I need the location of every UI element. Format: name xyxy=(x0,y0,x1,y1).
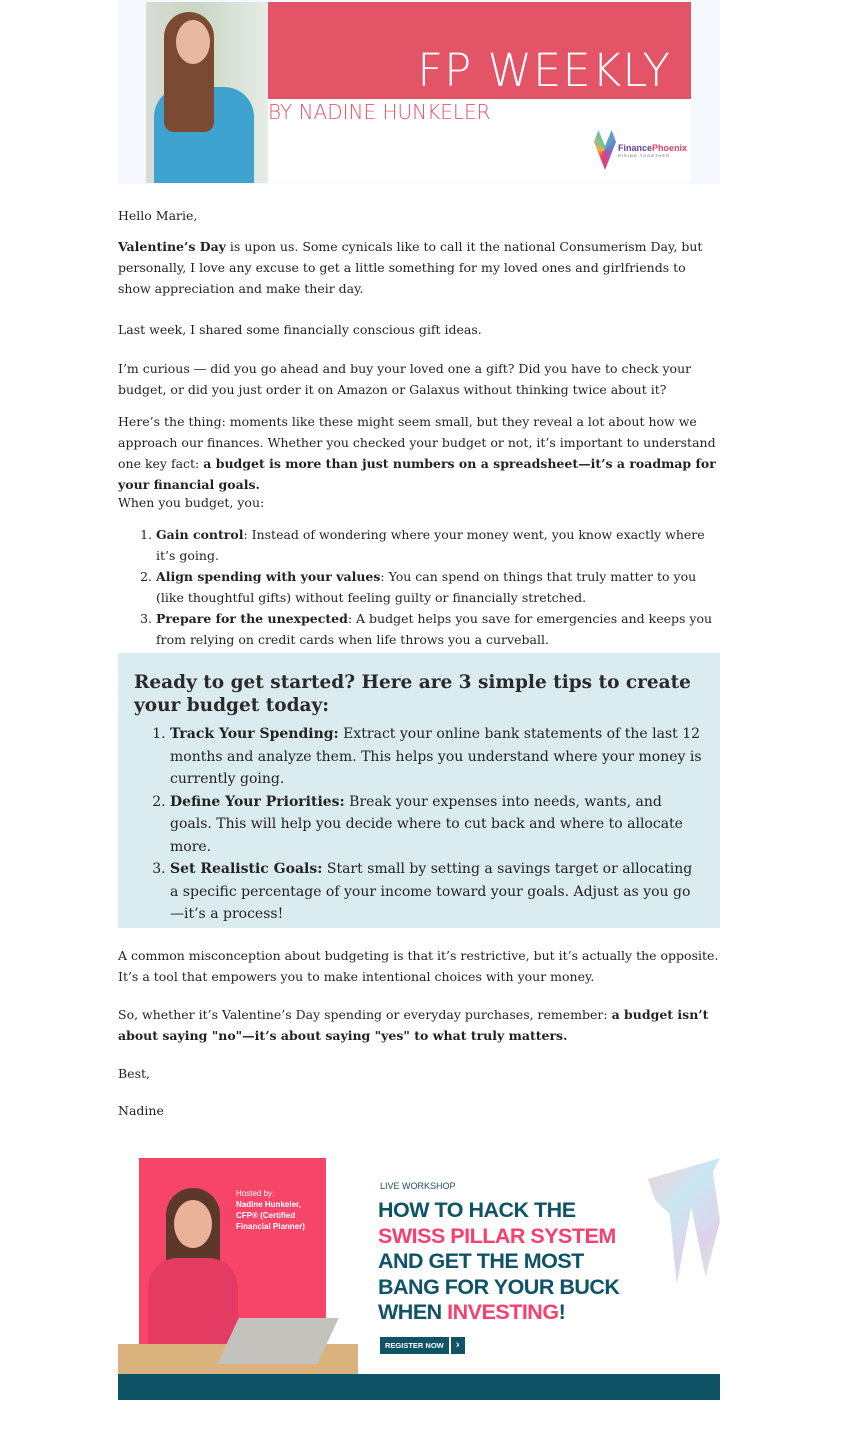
list-item: 3. Prepare for the unexpected: A budget helps you save for emergencies and keeps you from relying on credit cards when life throws you a curveball. xyxy=(156,608,720,650)
title-band xyxy=(268,2,691,99)
chevron-right-icon[interactable]: › xyxy=(451,1337,465,1354)
host-photo xyxy=(148,1188,238,1348)
paragraph: Valentine’s Day is upon us. Some cynicals like to call it the national Consumerism Day, but personally, I love any excuse to get a little something for my loved ones and girlfriends to show appreciation and make their day. xyxy=(118,239,703,296)
register-now-button[interactable]: REGISTER NOW › xyxy=(380,1337,465,1354)
financephoenix-logo: FinancePhoenix RISING TOGETHER xyxy=(594,130,687,170)
list-item: 1. Gain control: Instead of wondering where your money went, you know exactly where it’s going. xyxy=(156,524,720,566)
tips-list xyxy=(134,723,704,926)
paragraph: When you budget, you: xyxy=(118,495,265,510)
paragraph: So, whether it’s Valentine’s Day spending or everyday purchases, remember: a budget isn’t about saying "no"—it’s about saying "yes" to what truly matters. xyxy=(118,1007,709,1043)
paragraph: I’m curious — did you go ahead and buy your loved one a gift? Did you have to check your budget, or did you just order it on Amazon or Galaxus without thinking twice about it? xyxy=(118,361,692,397)
crystal-decoration xyxy=(648,1158,720,1298)
author-photo xyxy=(146,2,268,183)
paragraph: A common misconception about budgeting is that it’s restrictive, but it’s actually the opposite. It’s a tool that empowers you to make intentional choices with your money. xyxy=(118,948,719,984)
workshop-banner[interactable] xyxy=(118,1158,720,1400)
banner-footer-bar xyxy=(118,1374,720,1400)
workshop-headline: HOW TO HACK THE SWISS PILLAR SYSTEM AND GET THE MOST BANG FOR YOUR BUCK WHEN INVESTING! xyxy=(378,1198,620,1324)
greeting: Hello Marie, xyxy=(118,208,198,223)
signature: Nadine xyxy=(118,1103,164,1118)
byline: BY NADINE HUNKELER xyxy=(268,100,491,124)
tip-item: 1. Track Your Spending: Extract your online bank statements of the last 12 months and analyze them. This helps you understand where your money is currently going. xyxy=(170,723,704,791)
phoenix-icon xyxy=(594,130,616,170)
host-caption: Hosted by: Nadine Hunkeler, CFP® (Certified Financial Planner) xyxy=(236,1189,305,1231)
paragraph: Last week, I shared some financially conscious gift ideas. xyxy=(118,322,482,337)
paragraph: Here’s the thing: moments like these might seem small, but they reveal a lot about how we approach our finances. Whether you checked your budget or not, it’s important to understand one key fact: a budget is more than just numbers on a spreadsheet—it’s a roadmap for your financial goals. xyxy=(118,414,716,492)
tips-box xyxy=(118,653,720,928)
tip-item: 3. Set Realistic Goals: Start small by setting a savings target or allocating a specific percentage of your income toward your goals. Adjust as you go—it’s a process! xyxy=(170,858,704,926)
newsletter-title: FP WEEKLY xyxy=(417,44,671,97)
list-item: 2. Align spending with your values: You can spend on things that truly matter to you (like thoughtful gifts) without feeling guilty or financially stretched. xyxy=(156,566,720,608)
signoff: Best, xyxy=(118,1066,150,1081)
workshop-kicker: LIVE WORKSHOP xyxy=(380,1181,456,1191)
newsletter-header xyxy=(118,0,720,184)
tips-title: Ready to get started? Here are 3 simple tips to create your budget today: xyxy=(134,672,691,716)
benefits-list xyxy=(118,524,720,650)
tip-item: 2. Define Your Priorities: Break your expenses into needs, wants, and goals. This will help you decide where to cut back and where to allocate more. xyxy=(170,791,704,859)
